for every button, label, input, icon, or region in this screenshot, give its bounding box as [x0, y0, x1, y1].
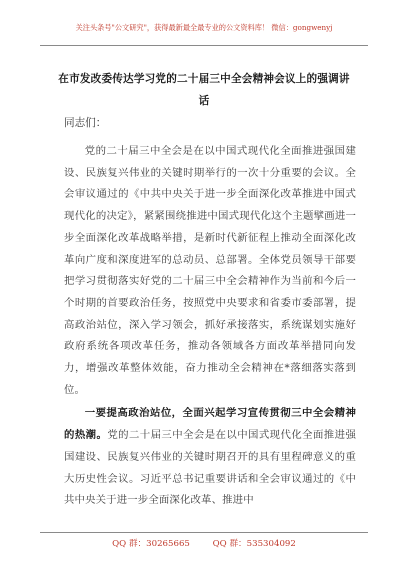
salutation: 同志们：	[64, 117, 107, 129]
footer-qq-group-1: QQ 群：30265665	[112, 539, 190, 549]
document-body	[64, 141, 356, 512]
paragraph-text: 党的二十届三中全会是在以中国式现代化全面推进强国建设、民族复兴伟业的关键时期召开的具有里程碑意义的重大历史性会议。习近平总书记重要讲话和全会审议通过的《中共中央关于进一步全面深化改革、推进中	[64, 429, 356, 507]
paragraph-heading: 一要提高政治站位，全面兴起学习宣传贯彻三中全会精神的热潮。	[64, 407, 356, 442]
footer-divider	[40, 532, 368, 533]
header-banner: 关注头条号"公文研究"，获得最新最全最专业的公文资料库！ 微信：gongwenyj	[75, 23, 333, 32]
body-paragraph-1: 党的二十届三中全会是在以中国式现代化全面推进强国建设、民族复兴伟业的关键时期举行的一次十分重要的会议。全会审议通过的《中共中央关于进一步全面深化改革推进中国式现代化的决定》，紧紧围绕推进中国式现代化这个主题擘画进一步全面深化改革战略举措，是新时代新征程上推动全面深化改革向广度和深度进军的总动员、总部署。全体党员领导干部要把学习贯彻落实好党的二十届三中全会精神作为当前和今后一个时期的首要政治任务，按照党中央要求和省委市委部署，提高政治站位，深入学习领会，抓好承接落实，系统谋划实施好政府系统各项改革任务，推动各领域各方面改革举措同向发力，增强改革整体效能，奋力推动全会精神在*落细落实落到位。	[64, 145, 356, 396]
header-divider	[40, 45, 368, 46]
footer	[40, 538, 368, 550]
body-paragraph-2	[64, 403, 356, 512]
document-title: 在市发改委传达学习党的二十届三中全会精神会议上的强调讲话	[58, 73, 350, 107]
footer-qq-group-2: QQ 群：535304092	[212, 539, 296, 549]
